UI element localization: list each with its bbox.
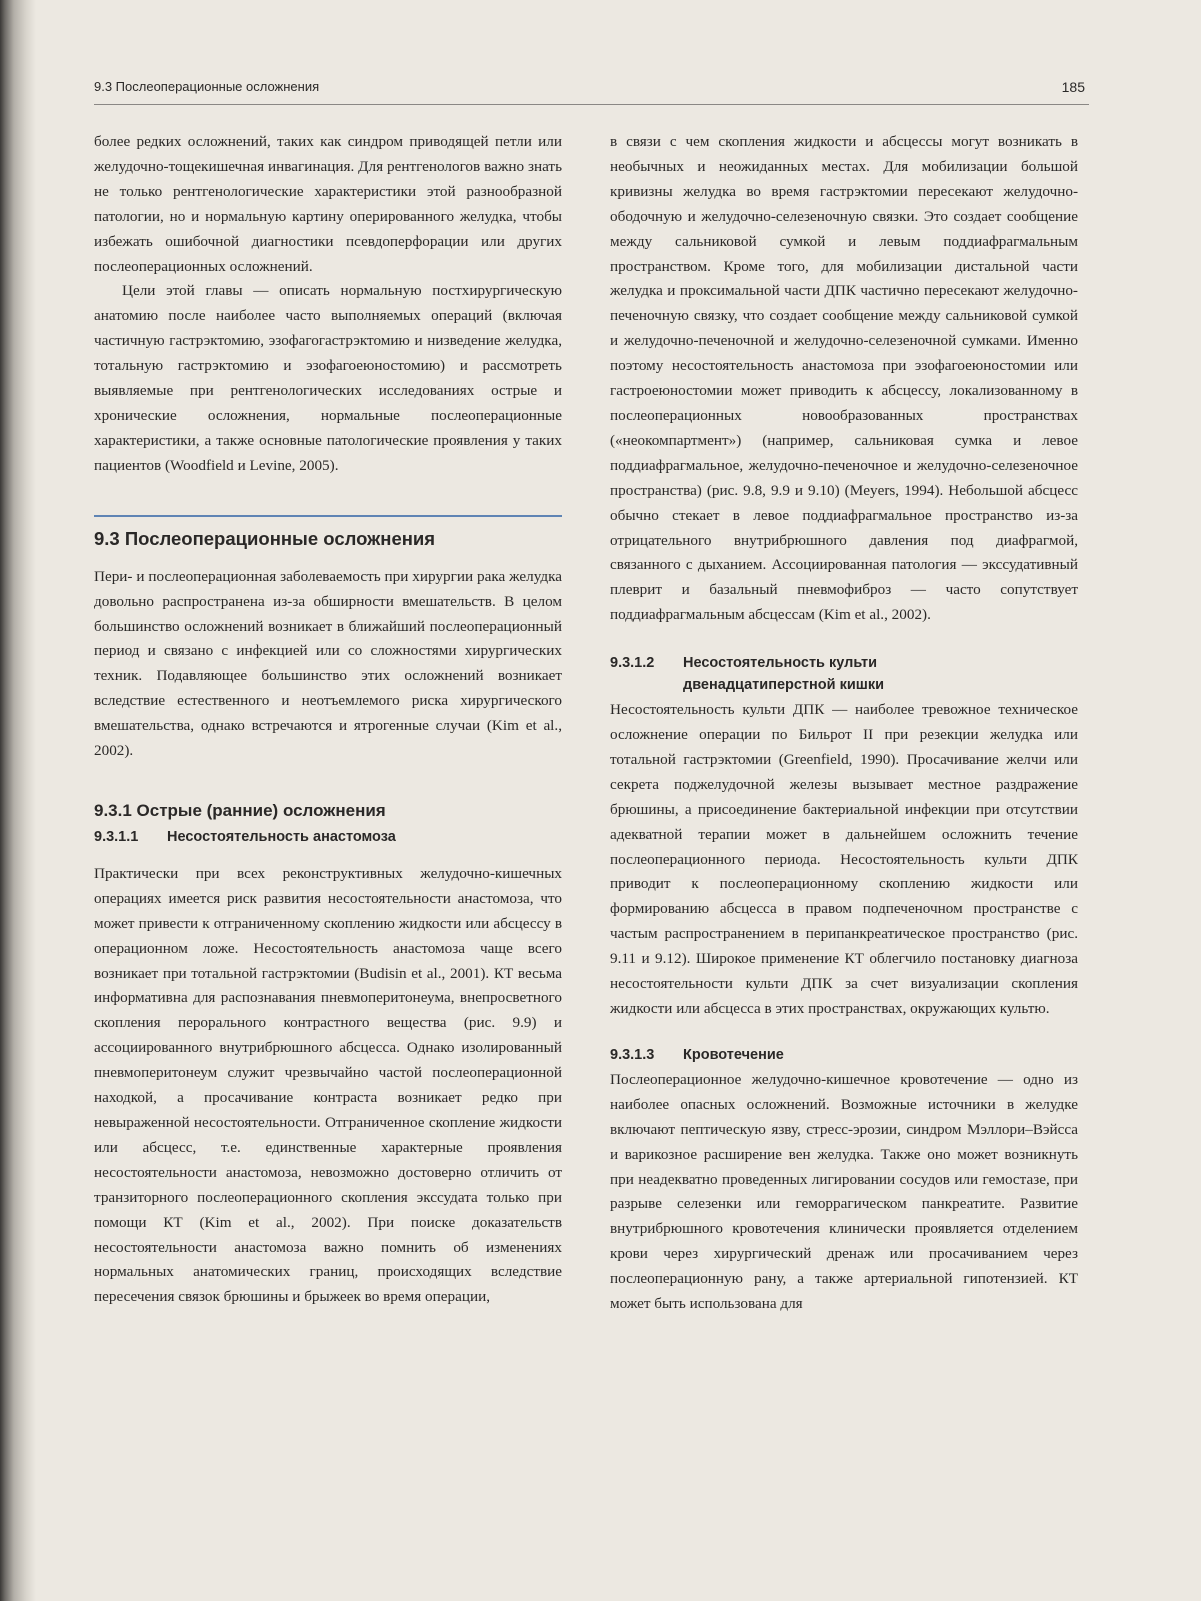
right-column: [610, 130, 1078, 1317]
subsubsection-number: 9.3.1.1: [94, 828, 139, 845]
subsubsection-number: 9.3.1.2: [610, 655, 655, 672]
subsubsection-number: 9.3.1.3: [610, 1046, 655, 1063]
paragraph: Несостоятельность культи ДПК — наиболее тревожное техническое осложнение операции по Бильрот II при резекции желудка или тотальной гастрэктомии (Greenfield, 1990). Просачивание желчи или секрета поджелудочной железы вызывает местное раздражение брюшины, а присоединение бактериальной инфекции при отсутствии адекватной терапии может в дальнейшем осложнить течение послеоперационного периода. Несостоятельность культи ДПК приводит к послеоперационному скоплению жидкости или формированию абсцесса в правом подпеченочном пространстве с частым распространением в перипанкреатическое пространство (рис. 9.11 и 9.12). Широкое применение КТ облегчило постановку диагноза несостоятельности культи ДПК за счет визуализации скопления жидкости или абсцесса в этих пространствах, окружающих культю.: [610, 701, 1078, 1017]
subsubsection-heading: [610, 652, 1078, 696]
paragraph: Практически при всех реконструктивных желудочно-кишечных операциях имеется риск развития несостоятельности анастомоза, что может привести к отграниченному скоплению жидкости или абсцессу в операционном ложе. Несостоятельность анастомоза чаще всего возникает при тотальной гастрэктомии (Budisin et al., 2001). КТ весьма информативна для распознавания пневмоперитонеума, внепросветного скопления перорального контрастного вещества (рис. 9.9) и ассоциированного внутрибрюшного абсцесса. Однако изолированный пневмоперитонеум служит чрезвычайно частой послеоперационной находкой, а просачивание контраста возникает редко при невыраженной несостоятельности. Отграниченное скопление жидкости или абсцесс, т.е. единственные характерные проявления несостоятельности анастомоза, невозможно достоверно отличить от транзиторного послеоперационного скопления экссудата только при помощи КТ (Kim et al., 2002). При поиске доказательств несостоятельности анастомоза важно помнить об изменениях нормальных анатомических границ, происходящих вследствие пересечения связок брюшины и брыжеек во время операции,: [94, 864, 562, 1306]
left-column: [94, 130, 562, 1310]
section-heading: 9.3 Послеоперационные осложнения: [94, 527, 436, 549]
paragraph: Цели этой главы — описать нормальную постхирургическую анатомию после наиболее часто выполняемых операций (включая частичную гастрэктомию, эзофагогастрэктомию и низведение желудка, тотальную гастрэктомию и эзофагоеюностомию) и рассмотреть выявляемые при рентгенологических исследованиях острые и хронические осложнения, нормальные послеоперационные характеристики, а также основные патологические проявления у таких пациентов (Woodfield и Levine, 2005).: [94, 282, 562, 474]
subsubsection-title: Несостоятельность культи: [683, 655, 877, 672]
subsubsection-title-continued: двенадцатиперстной кишки: [683, 677, 885, 694]
paragraph: Послеоперационное желудочно-кишечное кровотечение — одно из наиболее опасных осложнений. Возможные источники в желудке включают пептическую язву, стресс-эрозии, синдром Мэллори–Вэйсса и варикозное расширение вен желудка. Также оно может возникнуть при неадекватно проведенных лигировании сосудов или гемостазе, при разрыве селезенки или геморрагическом панкреатите. Развитие внутрибрюшного кровотечения клинически проявляется отделением крови через хирургический дренаж или просачиванием через послеоперационную рану, а также артериальной гипотензией. КТ может быть использована для: [610, 1070, 1078, 1313]
book-binding-shadow: [0, 0, 36, 1601]
running-header-section: 9.3 Послеоперационные осложнения: [94, 79, 320, 94]
subsubsection-heading: [610, 1044, 1078, 1066]
page-number: 185: [1061, 79, 1085, 95]
paragraph: более редких осложнений, таких как синдром приводящей петли или желудочно-тощекишечная инвагинация. Для рентгенологов важно знать не только рентгенологические характеристики этой разнообразной патологии, но и нормальную картину оперированного желудка, чтобы избежать ошибочной диагностики псевдоперфорации или других послеоперационных осложнений.: [94, 133, 562, 275]
paragraph: Пери- и послеоперационная заболеваемость при хирургии рака желудка довольно распространена из-за обширности вмешательств. В целом большинство осложнений возникает в ближайший послеоперационный период и связано с инфекцией или со сложностями хирургических техник. Подавляющее большинство этих осложнений возникает вследствие естественного и неотъемлемого риска хирургического вмешательства, однако встречаются и ятрогенные случаи (Kim et al., 2002).: [94, 567, 562, 760]
subsubsection-heading: [94, 826, 562, 848]
subsubsection-title: Несостоятельность анастомоза: [167, 828, 396, 845]
running-header: [94, 79, 1089, 97]
subsection-heading: 9.3.1 Острые (ранние) осложнения: [94, 800, 386, 820]
paragraph: в связи с чем скопления жидкости и абсцессы могут возникать в необычных и неожиданных местах. Для мобилизации большой кривизны желудка во время гастрэктомии пересекают желудочно-ободочную и желудочно-селезеночную связки. Это создает сообщение между сальниковой сумкой и левым поддиафрагмальным пространством. Кроме того, для мобилизации дистальной части желудка и проксимальной части ДПК частично пересекают желудочно-печеночную связку, что создает сообщение между сальниковой сумкой и желудочно-печеночной и желудочно-селезеночной сумками. Именно поэтому несостоятельность анастомоза при эзофагоеюностомии или гастроеюностомии может приводить к абсцессу, локализованному в послеоперационных новообразованных пространствах («неокомпартмент») (например, сальниковая сумка и левое поддиафрагмальное, желудочно-печеночное и желудочно-селезеночное пространства) (рис. 9.8, 9.9 и 9.10) (Meyers, 1994). Небольшой абсцесс обычно стекает в левое поддиафрагмальное пространство из-за отрицательного внутрибрюшного давления под диафрагмой, связанного с дыханием. Ассоциированная патология — экссудативный плеврит и базальный пневмофиброз — часто сопутствует поддиафрагмальным абсцессам (Kim et al., 2002).: [610, 133, 1078, 624]
subsubsection-title: Кровотечение: [683, 1046, 784, 1063]
header-rule: [94, 104, 1089, 105]
